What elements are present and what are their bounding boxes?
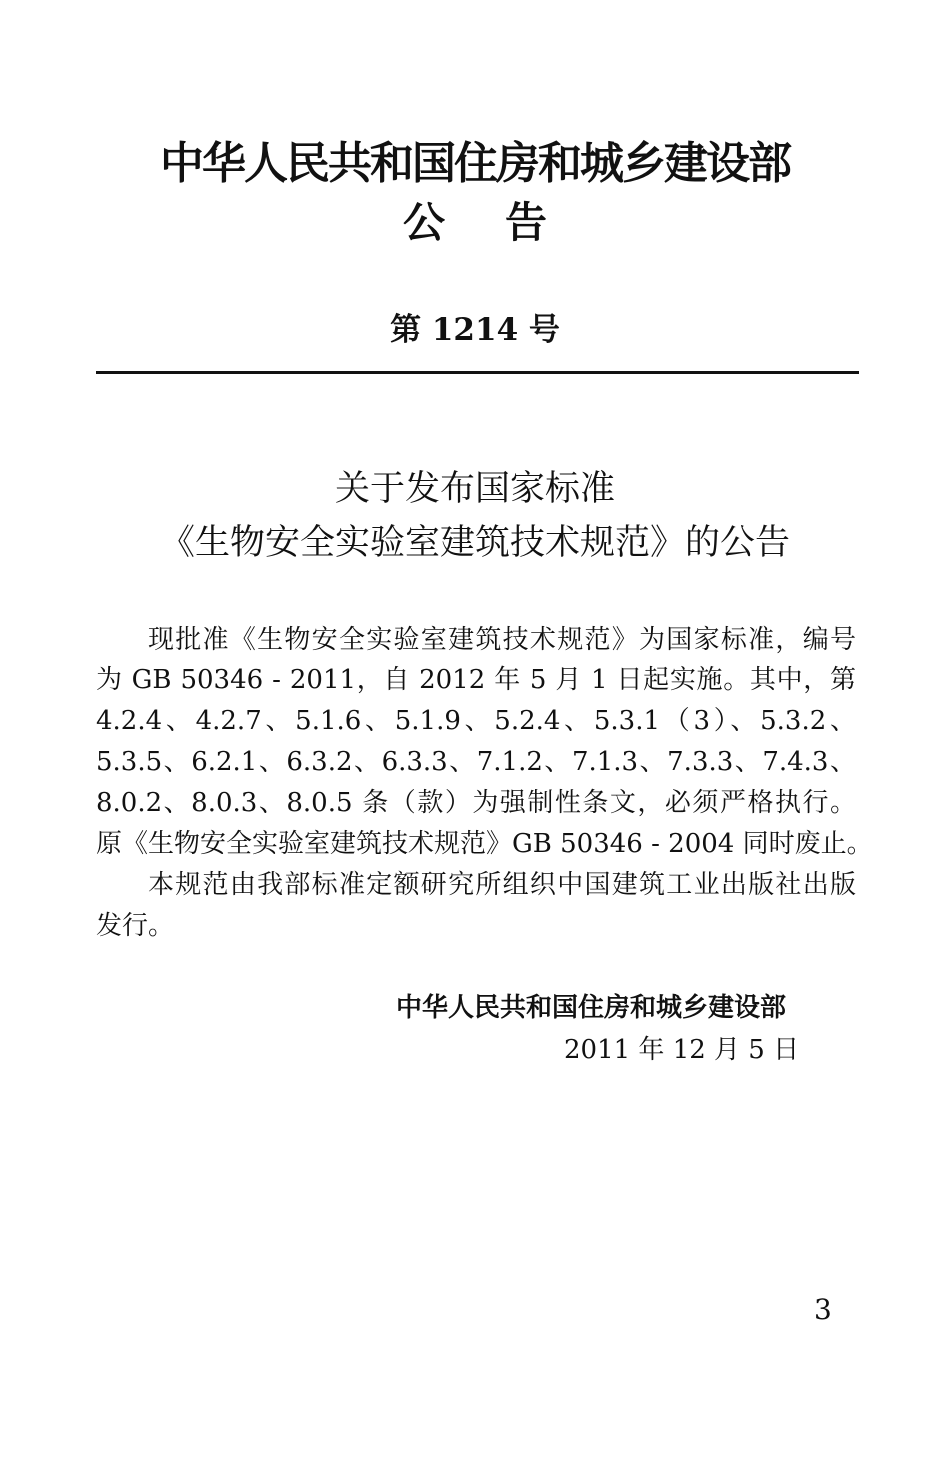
issuer-heading: 中华人民共和国住房和城乡建设部 (160, 138, 790, 189)
body-line: 4.2.4、4.2.7、5.1.6、5.1.9、5.2.4、5.3.1（3）、5.3.2、 (96, 706, 856, 736)
notice-number: 第 1214 号 (390, 312, 560, 348)
body-line: 8.0.2、8.0.3、8.0.5 条（款）为强制性条文，必须严格执行。 (96, 788, 856, 818)
subject-line-1: 关于发布国家标准 (334, 469, 615, 509)
signature-date: 2011 年 12 月 5 日 (564, 1035, 800, 1065)
body-line: 本规范由我部标准定额研究所组织中国建筑工业出版社出版 (148, 870, 856, 900)
notice-title: 公告 (402, 198, 607, 247)
signature-org: 中华人民共和国住房和城乡建设部 (396, 993, 787, 1023)
body-line: 为 GB 50346 - 2011，自 2012 年 5 月 1 日起实施。其中，第 (96, 665, 856, 695)
horizontal-rule (96, 371, 859, 374)
body-line: 原《生物安全实验室建筑技术规范》GB 50346 - 2004 同时废止。 (96, 829, 873, 859)
subject-line-2: 《生物安全实验室建筑技术规范》的公告 (159, 523, 790, 563)
body-line: 发行。 (96, 911, 175, 941)
page-number: 3 (814, 1293, 832, 1326)
body-line: 现批准《生物安全实验室建筑技术规范》为国家标准，编号 (148, 625, 856, 655)
body-line: 5.3.5、6.2.1、6.3.2、6.3.3、7.1.2、7.1.3、7.3.3、7.4.3、 (96, 747, 856, 777)
